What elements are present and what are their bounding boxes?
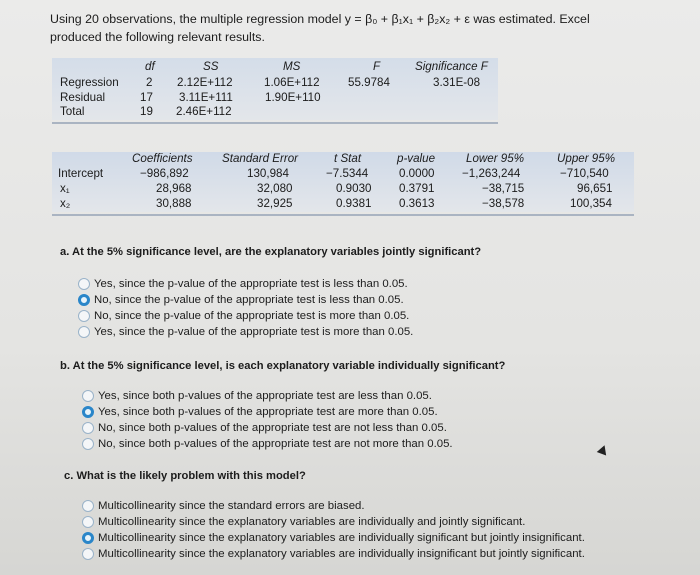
question-c-option-4[interactable]	[82, 548, 585, 560]
option-label: Yes, since both p-values of the appropriate test are less than 0.05.	[98, 390, 432, 402]
coef-cell: 96,651	[577, 182, 613, 195]
coef-row-label: x₁	[60, 182, 70, 195]
coef-cell: −7.5344	[326, 167, 369, 180]
question-c-option-2[interactable]	[82, 516, 525, 528]
radio-button-selected[interactable]	[82, 532, 94, 544]
anova-cell: 17	[140, 91, 153, 104]
coef-cell: 0.9030	[336, 182, 372, 195]
question-b-option-2[interactable]	[82, 406, 438, 418]
coef-cell: 32,080	[257, 182, 293, 195]
anova-cell: 3.31E-08	[433, 76, 481, 89]
anova-cell: 1.90E+110	[265, 91, 321, 104]
coef-cell: −38,578	[482, 197, 525, 210]
coef-cell: −1,263,244	[462, 167, 521, 180]
question-a-prompt: a. At the 5% significance level, are the explanatory variables jointly significant?	[60, 246, 482, 258]
coef-cell: 0.0000	[399, 167, 435, 180]
question-c-option-1[interactable]	[82, 500, 365, 512]
coef-header-p-value: p-value	[397, 152, 436, 165]
radio-button[interactable]	[82, 516, 94, 528]
mouse-pointer-icon	[597, 444, 609, 456]
anova-cell: 2.12E+112	[177, 76, 233, 89]
problem-intro	[50, 10, 660, 46]
radio-button-selected[interactable]	[78, 294, 90, 306]
anova-cell: 3.11E+111	[179, 91, 233, 104]
anova-header-significance-f: Significance F	[415, 60, 488, 73]
coef-cell: 32,925	[257, 197, 293, 210]
coef-cell: 130,984	[247, 167, 289, 180]
radio-button[interactable]	[78, 326, 90, 338]
coef-row-label: Intercept	[58, 167, 104, 180]
question-b-prompt: b. At the 5% significance level, is each explanatory variable individually significant?	[60, 360, 506, 372]
coef-cell: 100,354	[570, 197, 612, 210]
coef-header-t-stat: t Stat	[334, 152, 362, 165]
anova-cell: 55.9784	[348, 76, 390, 89]
radio-button[interactable]	[82, 390, 94, 402]
anova-header-ss: SS	[203, 60, 219, 73]
option-label: Yes, since the p-value of the appropriate test is more than 0.05.	[94, 326, 414, 338]
coef-header-lower-95: Lower 95%	[466, 152, 525, 165]
coef-cell: 28,968	[156, 182, 192, 195]
question-c-option-3[interactable]	[82, 532, 585, 544]
anova-table-rule	[52, 122, 498, 124]
coef-cell: 0.9381	[336, 197, 372, 210]
option-label: Multicollinearity since the explanatory variables are individually significant but jointly insignificant.	[98, 532, 585, 544]
question-b-option-3[interactable]	[82, 422, 447, 434]
question-b-option-1[interactable]	[82, 390, 432, 402]
option-label: No, since the p-value of the appropriate test is less than 0.05.	[94, 294, 404, 306]
coef-cell: 0.3613	[399, 197, 435, 210]
coef-header-coefficients: Coefficients	[132, 152, 193, 165]
intro-line-1: Using 20 observations, the multiple regression model y = β₀ + β₁x₁ + β₂x₂ + ε was estimated. Excel	[50, 12, 590, 26]
option-label: Yes, since both p-values of the appropriate test are more than 0.05.	[98, 406, 438, 418]
coef-header-upper-95: Upper 95%	[557, 152, 616, 165]
coef-row-label: x₂	[60, 197, 71, 210]
option-label: No, since both p-values of the appropriate test are not more than 0.05.	[98, 438, 453, 450]
option-label: Multicollinearity since the explanatory variables are individually insignificant but jointly significant.	[98, 548, 585, 560]
radio-button[interactable]	[82, 438, 94, 450]
coef-cell: −986,892	[140, 167, 189, 180]
radio-button[interactable]	[82, 548, 94, 560]
option-label: Multicollinearity since the explanatory variables are individually and jointly significant.	[98, 516, 526, 528]
anova-header-f: F	[373, 60, 381, 73]
intro-line-2: produced the following relevant results.	[50, 30, 265, 44]
anova-cell: 1.06E+112	[264, 76, 320, 89]
anova-row-label: Residual	[60, 91, 106, 104]
coef-cell: −710,540	[560, 167, 609, 180]
coef-cell: −38,715	[482, 182, 525, 195]
radio-button-selected[interactable]	[82, 406, 94, 418]
radio-button[interactable]	[82, 422, 94, 434]
anova-header-df: df	[145, 60, 155, 73]
question-a-option-2[interactable]	[78, 294, 404, 306]
option-label: No, since both p-values of the appropriate test are not less than 0.05.	[98, 422, 447, 434]
coef-header-standard-error: Standard Error	[222, 152, 299, 165]
coefficients-table-rule	[52, 214, 634, 216]
question-c-prompt: c. What is the likely problem with this model?	[64, 470, 306, 482]
radio-button[interactable]	[78, 310, 90, 322]
question-a-option-4[interactable]	[78, 326, 413, 338]
question-a-option-1[interactable]	[78, 278, 408, 290]
coef-cell: 30,888	[156, 197, 192, 210]
radio-button[interactable]	[82, 500, 94, 512]
anova-cell: 2.46E+112	[176, 105, 232, 118]
question-a-option-3[interactable]	[78, 310, 409, 322]
anova-header-ms: MS	[283, 60, 301, 73]
option-label: Multicollinearity since the standard errors are biased.	[98, 500, 365, 512]
anova-cell: 2	[146, 76, 153, 89]
option-label: No, since the p-value of the appropriate test is more than 0.05.	[94, 310, 410, 322]
anova-row-label: Total	[60, 105, 85, 118]
option-label: Yes, since the p-value of the appropriate test is less than 0.05.	[94, 278, 408, 290]
question-b-option-4[interactable]	[82, 438, 453, 450]
radio-button[interactable]	[78, 278, 90, 290]
anova-row-label: Regression	[60, 76, 119, 89]
coef-cell: 0.3791	[399, 182, 435, 195]
anova-cell: 19	[140, 105, 153, 118]
